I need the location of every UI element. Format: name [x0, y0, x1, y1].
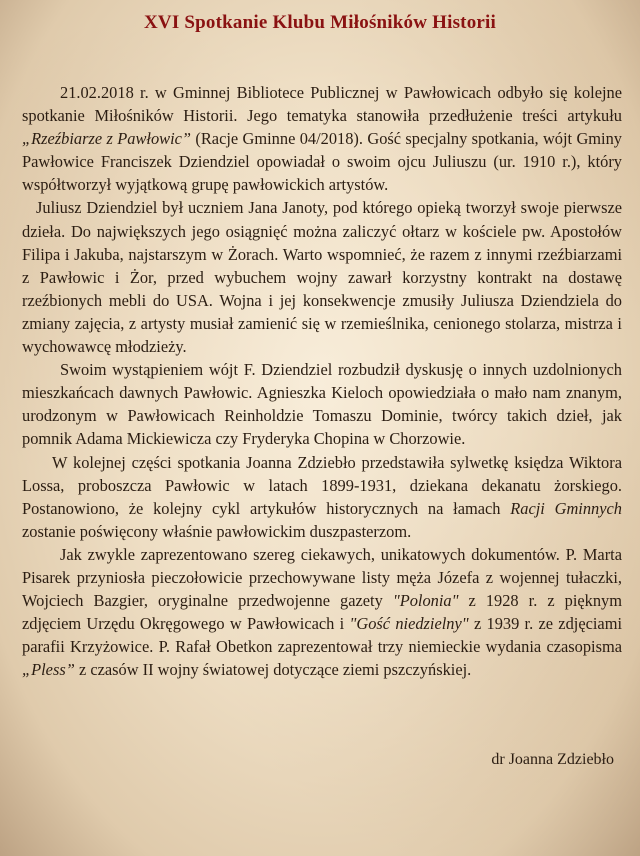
paragraph-4 [22, 451, 622, 543]
newspaper-gosc-niedzielny: "Gość niedzielny" [349, 614, 469, 634]
publication-reference: Racji Gminnych [510, 498, 622, 518]
paragraph-4-text-c: zostanie poświęcony właśnie pawłowickim duszpasterzom. [22, 521, 412, 541]
paragraph-5-text-g: z czasów II wojny światowej dotyczące ziemi pszczyńskiej. [74, 660, 472, 680]
paragraph-2: Juliusz Dziendziel był uczniem Jana Janoty, pod którego opieką tworzył swoje pierwsze dzieła. Do największych jego osiągnięć można zaliczyć ołtarz w kościele pw. Apostołów Filipa i Jakuba, najstarszym w Żorach. Warto wspomnieć, że razem z innymi rzeźbiarzami z Pawłowic i Żor, przed wybuchem wojny zawarł korzystny kontrakt na dostawę rzeźbionych mebli do USA. Wojna i jej konsekwencje zmusiły Juliusza Dziendziela do zmiany zajęcia, z artysty musiał zamienić się w rzemieślnika, cenionego stolarza, mistrza i wychowawcę młodzieży. [22, 198, 622, 357]
paragraph-5-text-e: z 1939 r. ze zdjęciami parafii Krzyżowice. P. Rafał Obetkon zaprezentował trzy niemieckie wydania czasopisma [22, 614, 623, 657]
newspaper-polonia: "Polonia" [392, 591, 459, 611]
paragraph-1 [22, 81, 622, 196]
paragraph-3: Swoim wystąpieniem wójt F. Dziendziel rozbudził dyskusję o innych uzdolnionych mieszkańcach dawnych Pawłowic. Agnieszka Kieloch opowiedziała o mało nam znanym, urodzonym w Pawłowicach Reinholdzie Tomaszu Dominie, twórcy takich dzieł, jak pomnik Adama Mickiewicza czy Fryderyka Chopina w Chorzowie. [22, 360, 622, 449]
paragraph-1-text-c: (Racje Gminne 04/2018). Gość specjalny spotkania, wójt Gminy Pawłowice Franciszek Dziendziel opowiadał o swoim ojcu Juliuszu (ur. 1910 r.), który współtworzył wyjątkową grupę pawłowickich artystów. [22, 129, 622, 195]
paragraph-4-text-a: W kolejnej części spotkania Joanna Zdziebło przedstawiła sylwetkę księdza Wiktora Lossa, proboszcza Pawłowic w latach 1899-1931, dziekana dekanatu żorskiego. Postanowiono, że kolejny cykl artykułów historycznych na łamach [22, 452, 622, 518]
paragraph-1-text-a: 21.02.2018 r. w Gminnej Bibliotece Publicznej w Pawłowicach odbyło się kolejne spotkanie Miłośników Historii. Jego tematyka stanowiła przedłużenie treści artykułu [22, 83, 622, 126]
article-body [22, 81, 622, 681]
page-title: XVI Spotkanie Klubu Miłośników Historii [144, 12, 496, 33]
paragraph-5 [22, 543, 622, 682]
author-signature: dr Joanna Zdziebło [491, 751, 614, 768]
article-title-reference: „Rzeźbiarze z Pawłowic” [22, 129, 192, 149]
paragraph-5-text-c: z 1928 r. z pięknym zdjęciem Urzędu Okręgowego w Pawłowicach i [22, 591, 622, 634]
magazine-pless: „Pless” [22, 660, 75, 680]
paragraph-5-text-a: Jak zwykle zaprezentowano szereg ciekawych, unikatowych dokumentów. P. Marta Pisarek przyniosła pieczołowicie przechowywane listy męża Józefa z wojennej tułaczki, Wojciech Bazgier, oryginalne przedwojenne gazety [22, 544, 622, 611]
